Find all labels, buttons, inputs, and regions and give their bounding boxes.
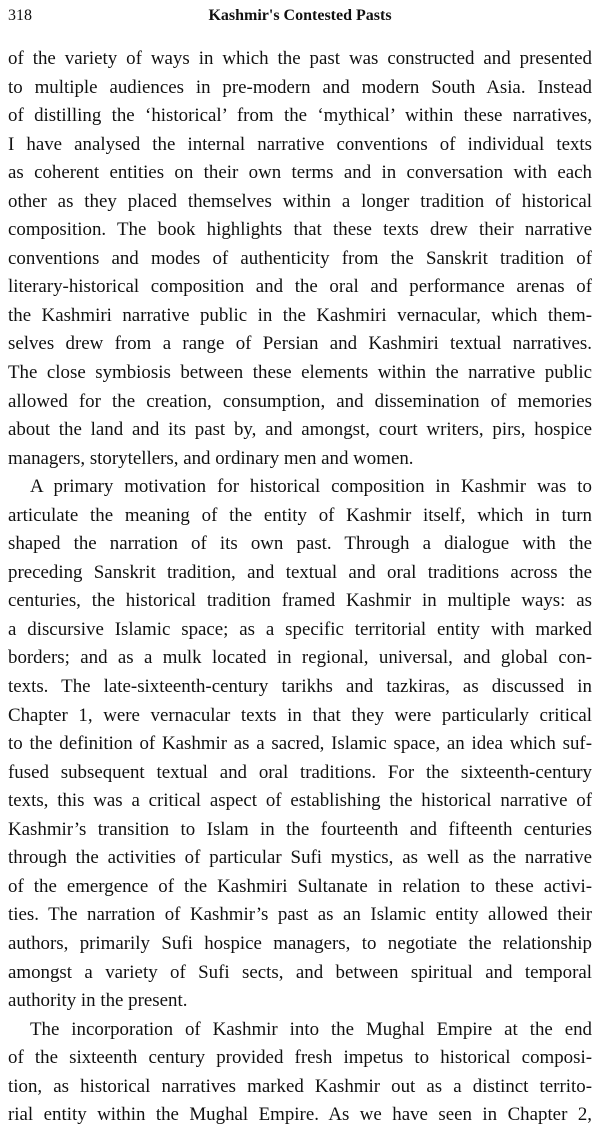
text-line: centuries, the historical tradition framed Kashmir in multiple ways: as bbox=[8, 590, 592, 612]
text-line: The incorporation of Kashmir into the Mughal Empire at the end bbox=[30, 1018, 592, 1040]
text-line: of the sixteenth century provided fresh impetus to historical composi- bbox=[8, 1047, 592, 1069]
text-line: Kashmir’s transition to Islam in the fourteenth and fifteenth centuries bbox=[8, 818, 592, 840]
text-line: through the activities of particular Sufi mystics, as well as the narrative bbox=[8, 847, 592, 869]
text-line: of the emergence of the Kashmiri Sultanate in relation to these activi- bbox=[8, 875, 592, 897]
running-head bbox=[8, 4, 592, 28]
text-line: conventions and modes of authenticity from the Sanskrit tradition of bbox=[8, 247, 592, 269]
text-line: to the definition of Kashmir as a sacred, Islamic space, an idea which suf- bbox=[8, 733, 592, 755]
text-line: rial entity within the Mughal Empire. As we have seen in Chapter 2, bbox=[8, 1104, 592, 1126]
text-line: ties. The narration of Kashmir’s past as an Islamic entity allowed their bbox=[8, 904, 592, 926]
text-line: I have analysed the internal narrative conventions of individual texts bbox=[8, 133, 592, 155]
text-line: of the variety of ways in which the past was constructed and presented bbox=[8, 48, 592, 69]
text-line: borders; and as a mulk located in regional, universal, and global con- bbox=[8, 647, 592, 669]
text-line: as coherent entities on their own terms and in conversation with each bbox=[8, 162, 592, 184]
text-line: amongst a variety of Sufi sects, and between spiritual and temporal bbox=[8, 961, 592, 983]
text-line: preceding Sanskrit tradition, and textual and oral traditions across the bbox=[8, 561, 592, 583]
text-line: texts. The late-sixteenth-century tarikhs and tazkiras, as discussed in bbox=[8, 676, 592, 698]
text-line: authors, primarily Sufi hospice managers, to negotiate the relationship bbox=[8, 932, 592, 954]
text-line: articulate the meaning of the entity of Kashmir itself, which in turn bbox=[8, 504, 592, 526]
page-number: 318 bbox=[8, 7, 32, 24]
paragraph bbox=[8, 473, 592, 1015]
text-line: the Kashmiri narrative public in the Kashmiri vernacular, which them- bbox=[8, 304, 592, 326]
text-line: shaped the narration of its own past. Through a dialogue with the bbox=[8, 533, 592, 555]
paragraph bbox=[8, 45, 592, 473]
paragraph bbox=[8, 1016, 592, 1130]
text-line: a discursive Islamic space; as a specific territorial entity with marked bbox=[8, 618, 592, 640]
text-line: composition. The book highlights that these texts drew their narrative bbox=[8, 219, 592, 241]
text-line: managers, storytellers, and ordinary men and women. bbox=[8, 447, 414, 469]
running-title: Kashmir's Contested Pasts bbox=[208, 7, 392, 24]
text-line: allowed for the creation, consumption, and dissemination of memories bbox=[8, 390, 592, 412]
body-text bbox=[8, 45, 592, 1130]
text-line: Chapter 1, were vernacular texts in that they were particularly critical bbox=[8, 704, 592, 726]
text-line: of distilling the ‘historical’ from the ‘mythical’ within these narratives, bbox=[8, 105, 592, 127]
text-line: texts, this was a critical aspect of establishing the historical narrative of bbox=[8, 790, 592, 812]
text-line: The close symbiosis between these elements within the narrative public bbox=[8, 362, 592, 384]
text-line: literary-historical composition and the oral and performance arenas of bbox=[8, 276, 592, 298]
text-line: A primary motivation for historical composition in Kashmir was to bbox=[30, 476, 592, 498]
text-line: fused subsequent textual and oral traditions. For the sixteenth-century bbox=[8, 761, 592, 783]
text-line: tion, as historical narratives marked Kashmir out as a distinct territo- bbox=[8, 1075, 592, 1097]
text-line: selves drew from a range of Persian and Kashmiri textual narratives. bbox=[8, 333, 592, 355]
text-line: other as they placed themselves within a longer tradition of historical bbox=[8, 190, 592, 212]
text-line: authority in the present. bbox=[8, 990, 188, 1012]
text-line: about the land and its past by, and amongst, court writers, pirs, hospice bbox=[8, 419, 592, 441]
text-line: to multiple audiences in pre-modern and modern South Asia. Instead bbox=[8, 76, 592, 98]
